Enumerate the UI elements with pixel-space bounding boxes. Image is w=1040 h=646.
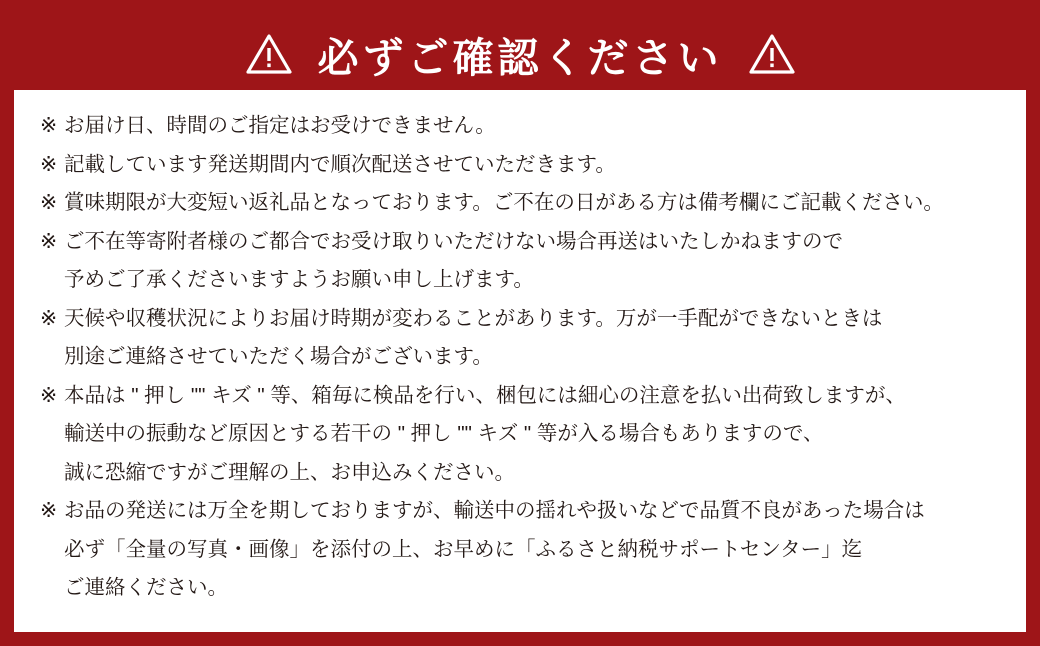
notice-text: ご連絡ください。 — [64, 576, 228, 599]
notice-item — [40, 383, 1004, 407]
notice-marker: ※ — [40, 383, 58, 407]
notice-item — [40, 152, 1004, 176]
notice-item-continuation — [40, 537, 1004, 561]
notice-header — [14, 18, 1026, 90]
notice-marker: ※ — [40, 306, 58, 330]
notice-item — [40, 116, 1004, 137]
notice-item-continuation — [40, 347, 1004, 368]
notice-item — [40, 306, 1004, 330]
notice-text: 賞味期限が大変短い返礼品となっております。ご不在の日がある方は備考欄にご記載ください。 — [64, 191, 944, 214]
notice-marker: ※ — [40, 229, 58, 253]
notice-text: 誠に恐縮ですがご理解の上、お申込みください。 — [64, 460, 515, 484]
notice-item-continuation — [40, 270, 1004, 291]
notice-item — [40, 193, 1004, 214]
notice-marker: ※ — [40, 499, 58, 522]
notice-marker: ※ — [40, 152, 58, 176]
notice-item-continuation — [40, 578, 1004, 599]
notice-text: 必ず「全量の写真・画像」を添付の上、お早めに「ふるさと納税サポートセンター」迄 — [64, 537, 863, 561]
notice-text: ご不在等寄附者様のご都合でお受け取りいただけない場合再送はいたしかねますので — [64, 229, 843, 253]
notice-text: 記載しています発送期間内で順次配送させていただきます。 — [64, 152, 616, 176]
notice-marker: ※ — [40, 191, 58, 214]
notice-text: 別途ご連絡させていただく場合がございます。 — [64, 345, 493, 368]
notice-marker: ※ — [40, 114, 58, 137]
notice-item — [40, 501, 1004, 522]
notice-text: 天候や収穫状況によりお届け時期が変わることがあります。万が一手配ができないときは — [64, 306, 883, 330]
notice-list — [14, 90, 1026, 632]
notice-item — [40, 229, 1004, 253]
notice-text: お届け日、時間のご指定はお受けできません。 — [64, 114, 496, 137]
page-title: 必ずご確認ください — [317, 34, 723, 81]
notice-text: 予めご了承くださいますようお願い申し上げます。 — [64, 268, 534, 291]
warning-triangle-icon — [749, 33, 795, 75]
notice-text: 本品は " 押し "" キズ " 等、箱毎に検品を行い、梱包には細心の注意を払い出荷致しますが、 — [64, 383, 906, 407]
notice-text: 輸送中の振動など原因とする若干の " 押し "" キズ " 等が入る場合もありますので、 — [64, 422, 824, 445]
notice-item-continuation — [40, 460, 1004, 484]
notice-item-continuation — [40, 424, 1004, 445]
notice-text: お品の発送には万全を期しておりますが、輸送中の揺れや扱いなどで品質不良があった場合は — [64, 499, 925, 522]
warning-triangle-icon — [246, 33, 292, 75]
